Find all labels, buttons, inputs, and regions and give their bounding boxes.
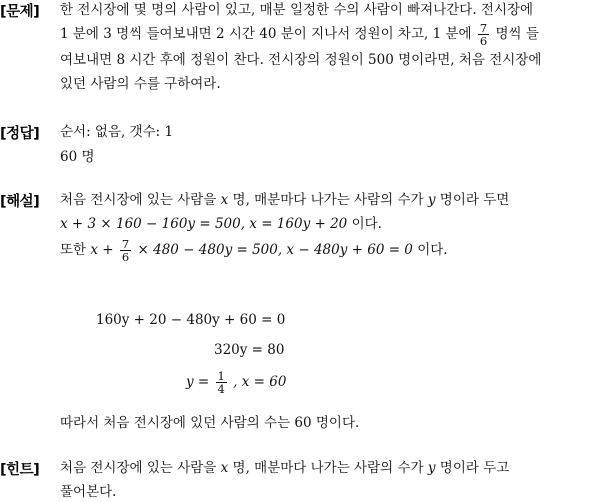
solution-line-1-text-a: 처음 전시장에 있는 사람을 [60,192,217,208]
equation-2-suffix: 이다. [417,242,448,258]
equation-2-prefix: 또한 [60,242,87,258]
solution-equation-2 [60,238,448,263]
problem-line-2-tail: 명씩 들 [495,26,539,42]
variable-y: y [427,460,436,476]
fraction-denominator: 4 [217,382,225,396]
hint-tag: [힌트] [0,462,40,478]
equation-1-suffix: 이다. [351,216,382,232]
hint-line-1 [60,458,509,478]
variable-x: x [220,460,229,476]
problem-fraction [478,22,489,47]
equation-1: x + 3 × 160 − 160y = 500, x = 160y + 20 [60,216,348,232]
fraction-numerator: 7 [479,21,488,35]
solution-line-1-text-c: 명이라 두면 [439,192,510,208]
equation-4: 320y = 80 [214,342,285,358]
problem-line-2-text: 1 분에 3 명씩 들여보내면 2 시간 40 분이 지나서 정원이 차고, 1 분에 [60,26,472,42]
equation-2-fraction [120,238,131,263]
answer-line-2: 60 명 [60,149,95,165]
answer-tag: [정답] [0,126,40,142]
solution-line-1 [60,190,509,210]
fraction-numerator: 7 [121,237,130,251]
hint-line-1-text-c: 명이라 두고 [439,460,510,476]
equation-2-part-b: × 480 − 480y = 500, x − 480y + 60 = 0 [137,242,413,258]
variable-x: x [220,192,229,208]
equation-5 [186,370,286,395]
solution-equation-1 [60,214,382,234]
problem-line-4: 있던 사람의 수를 구하여라. [60,76,221,92]
hint-line-1-text-a: 처음 전시장에 있는 사람을 [60,460,217,476]
fraction-numerator: 1 [217,369,225,383]
problem-line-1: 한 전시장에 몇 명의 사람이 있고, 매분 일정한 수의 사람이 빠져나간다. 전시장에 [60,2,534,18]
problem-line-3: 여보내면 8 시간 후에 정원이 찬다. 전시장의 정원이 500 명이라면, 처음 전시장에 [60,52,542,68]
solution-line-1-text-b: 명, 매분마다 나가는 사람의 수가 [232,192,424,208]
equation-5-part-a: y = [186,374,210,390]
solution-tag: [해설] [0,194,40,210]
problem-tag: [문제] [0,4,40,20]
fraction-denominator: 6 [479,34,488,48]
answer-line-1: 순서: 없음, 갯수: 1 [60,124,174,140]
variable-y: y [427,192,436,208]
equation-3: 160y + 20 − 480y + 60 = 0 [96,312,286,328]
equation-5-part-b: , x = 60 [233,374,287,390]
equation-2-part-a: x + [90,242,114,258]
equation-5-fraction [216,370,227,395]
hint-line-2: 풀어본다. [60,484,117,500]
problem-line-2 [60,22,539,47]
solution-conclusion: 따라서 처음 전시장에 있던 사람의 수는 60 명이다. [60,415,360,431]
fraction-denominator: 6 [121,250,130,264]
hint-line-1-text-b: 명, 매분마다 나가는 사람의 수가 [232,460,424,476]
